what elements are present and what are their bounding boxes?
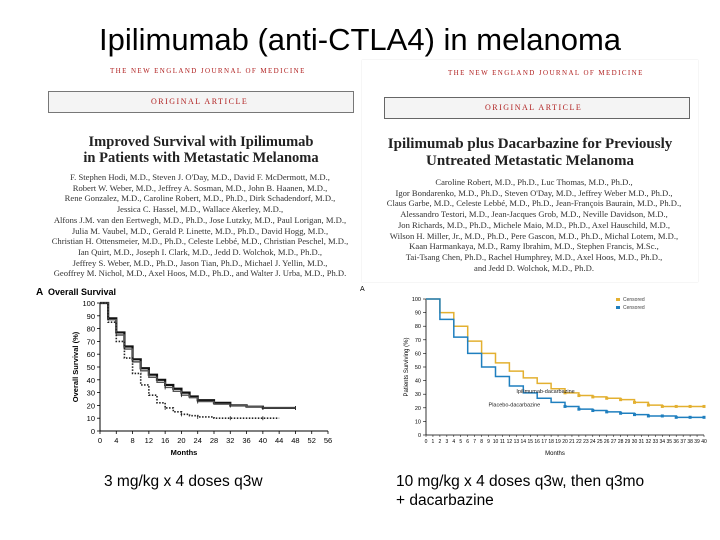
right-y-tick-label: 20	[414, 405, 421, 412]
left-x-tick-label: 32	[226, 436, 235, 445]
author-line: Rene Gonzalez, M.D., Caroline Robert, M.D., Ph.D., Dirk Schadendorf, M.D.,	[64, 193, 336, 204]
author-line: Christian H. Ottensmeier, M.D., Ph.D., Celeste Lebbé, M.D., Christian Peschel, M.D.,	[51, 236, 349, 247]
right-x-tick-label: 26	[603, 439, 610, 445]
left-y-tick-label: 100	[82, 299, 95, 308]
left-x-tick-label: 52	[307, 436, 316, 445]
right-y-tick-label: 30	[414, 392, 421, 399]
right-censor-mark	[633, 401, 636, 404]
right-x-tick-label: 20	[562, 439, 568, 445]
right-x-tick-label: 10	[492, 439, 499, 445]
author-line: Igor Bondarenko, M.D., Ph.D., Steven O'Day, M.D., Jeffrey Weber M.D., Ph.D.,	[395, 187, 673, 198]
right-x-tick-label: 28	[617, 439, 624, 445]
right-x-tick-label: 36	[673, 439, 679, 445]
left-y-tick-label: 60	[86, 350, 95, 360]
right-x-tick-label: 8	[480, 439, 483, 445]
right-censor-mark	[605, 410, 608, 413]
left-x-tick-label: 28	[209, 436, 219, 445]
author-line: and Jedd D. Wolchok, M.D., Ph.D.	[474, 262, 594, 273]
right-y-tick-label: 40	[414, 378, 421, 385]
right-x-tick-label: 32	[645, 439, 652, 445]
right-x-tick-label: 40	[701, 439, 707, 445]
left-y-tick-label: 0	[90, 427, 95, 436]
right-x-tick-label: 11	[499, 439, 506, 445]
slide-title: Ipilimumab (anti-CTLA4) in melanoma	[98, 22, 622, 57]
left-x-tick-label: 48	[291, 436, 300, 445]
right-article-panel	[362, 60, 698, 282]
right-original-article-box	[384, 97, 690, 119]
right-x-tick-label: 39	[694, 439, 700, 445]
right-caption	[396, 472, 644, 510]
left-x-tick-label: 0	[97, 436, 103, 445]
right-x-tick-label: 35	[666, 439, 673, 445]
left-plot-area	[71, 299, 332, 457]
right-x-tick-label: 4	[452, 439, 456, 445]
right-y-axis-label: Patients Surviving (%)	[404, 337, 410, 397]
left-x-tick-label: 8	[130, 436, 135, 445]
left-figure-letter: A	[36, 287, 44, 298]
right-censor-mark	[605, 397, 608, 400]
right-censor-mark	[633, 413, 636, 416]
author-line: Alessandro Testori, M.D., Jean-Jacques Grob, M.D., Neville Davidson, M.D.,	[400, 209, 668, 220]
right-y-tick-label: 0	[417, 433, 421, 439]
right-x-tick-label: 18	[548, 439, 554, 445]
left-author-list	[36, 172, 364, 279]
left-y-tick-label: 90	[86, 311, 95, 321]
author-line: Julia M. Vaubel, M.D., Gerald P. Linette, M.D., Ph.D., David Hogg, M.D.,	[71, 225, 329, 236]
right-censor-mark	[647, 414, 650, 417]
left-x-tick-label: 44	[274, 436, 284, 445]
left-series-line	[100, 303, 279, 418]
right-x-tick-label: 22	[576, 439, 582, 445]
right-caption-line2: + dacarbazine	[396, 492, 494, 509]
left-survival-chart	[30, 283, 366, 465]
left-x-tick-label: 36	[242, 436, 251, 445]
right-censor-mark	[647, 404, 650, 407]
right-x-tick-label: 30	[631, 439, 638, 445]
left-x-tick-label: 56	[323, 436, 333, 445]
right-x-tick-label: 29	[624, 439, 631, 445]
author-line: Alfons J.M. van den Eertwegh, M.D., Ph.D., Jose Lutzky, M.D., Paul Lorigan, M.D.,	[53, 214, 347, 225]
left-y-tick-label: 40	[86, 375, 95, 385]
left-original-article-box	[48, 91, 354, 113]
left-y-tick-label: 70	[86, 337, 95, 347]
left-y-tick-label: 50	[86, 363, 95, 372]
author-line: Robert W. Weber, M.D., Jeffrey A. Sosman, M.D., John B. Haanen, M.D.,	[72, 182, 328, 193]
right-x-tick-label: 33	[652, 439, 659, 445]
right-y-tick-label: 60	[414, 351, 421, 358]
right-censor-mark	[703, 416, 706, 419]
left-y-tick-label: 30	[86, 388, 95, 398]
right-x-tick-label: 16	[534, 439, 540, 445]
right-journal-masthead: THE NEW ENGLAND JOURNAL OF MEDICINE	[448, 69, 644, 77]
right-censor-mark	[577, 394, 580, 397]
author-line: F. Stephen Hodi, M.D., Steven J. O'Day, M.D., David F. McDermott, M.D.,	[70, 172, 330, 182]
left-title-line2: in Patients with Metastatic Melanoma	[83, 150, 319, 166]
right-x-tick-label: 2	[438, 439, 442, 445]
author-line: Jessica C. Hassel, M.D., Wallace Akerley, M.D.,	[116, 204, 284, 215]
right-x-tick-label: 14	[520, 439, 527, 445]
left-y-tick-label: 20	[86, 401, 95, 411]
left-series-line	[100, 303, 295, 408]
right-x-tick-label: 34	[659, 439, 666, 445]
right-title-line1: Ipilimumab plus Dacarbazine for Previously	[387, 136, 673, 152]
right-censor-mark	[564, 405, 567, 408]
right-censor-mark	[689, 416, 692, 419]
right-x-tick-label: 0	[424, 439, 428, 445]
right-censor-mark	[619, 398, 622, 401]
right-x-tick-label: 23	[583, 439, 589, 445]
author-line: Ian Quirt, M.D., Joseph I. Clark, M.D., Jedd D. Wolchok, M.D., Ph.D.,	[77, 246, 323, 257]
left-journal-masthead: THE NEW ENGLAND JOURNAL OF MEDICINE	[110, 67, 306, 75]
left-title-line1: Improved Survival with Ipilimumab	[88, 134, 314, 150]
right-y-tick-label: 100	[411, 297, 421, 303]
right-x-tick-label: 3	[445, 439, 449, 445]
right-x-tick-label: 38	[687, 439, 693, 445]
right-x-tick-label: 19	[555, 439, 561, 445]
right-x-tick-label: 5	[459, 439, 463, 445]
right-x-tick-label: 27	[610, 439, 617, 445]
author-line: Claus Garbe, M.D., Celeste Lebbé, M.D., Ph.D., Jean-François Baurain, M.D., Ph.D.,	[386, 198, 682, 209]
left-y-tick-label: 80	[86, 324, 95, 334]
left-x-tick-label: 16	[160, 436, 170, 445]
author-line: Jeffrey S. Weber, M.D., Ph.D., Jason Tian, Ph.D., Michael J. Yellin, M.D.,	[72, 257, 328, 268]
left-original-article-label: ORIGINAL ARTICLE	[151, 97, 249, 106]
right-y-tick-label: 80	[414, 324, 421, 331]
right-x-tick-label: 1	[431, 439, 435, 445]
author-line: Wilson H. Miller, Jr., M.D., Ph.D., Pere Gascon, M.D., Ph.D., Michal Lotem, M.D.,	[389, 230, 679, 241]
right-censor-mark	[661, 405, 664, 408]
right-x-tick-label: 25	[596, 439, 603, 445]
right-survival-chart	[360, 285, 710, 460]
right-x-tick-label: 17	[541, 439, 547, 445]
right-y-tick-label: 90	[414, 310, 421, 317]
author-line: Caroline Robert, M.D., Ph.D., Luc Thomas, M.D., Ph.D.,	[435, 177, 633, 187]
author-line: Kaan Harmankaya, M.D., Ramy Ibrahim, M.D., Stephen Francis, M.Sc.,	[409, 241, 659, 252]
left-series-line	[100, 303, 295, 408]
author-line: Jon Richards, M.D., Ph.D., Michele Maio, M.D., Ph.D., Axel Hauschild, M.D.,	[397, 219, 671, 230]
right-x-tick-label: 7	[473, 439, 477, 445]
right-series-line	[426, 299, 704, 417]
right-x-tick-label: 13	[513, 439, 520, 445]
right-censor-mark	[675, 405, 678, 408]
right-x-tick-label: 15	[527, 439, 534, 445]
left-x-tick-label: 4	[114, 436, 119, 445]
right-censor-mark	[619, 412, 622, 415]
left-article-panel	[36, 58, 364, 288]
right-title-line2: Untreated Metastatic Melanoma	[426, 153, 634, 169]
right-y-tick-label: 10	[414, 419, 421, 426]
left-article-title	[48, 134, 354, 166]
right-censor-mark	[591, 395, 594, 398]
right-x-tick-label: 9	[487, 439, 490, 445]
left-y-tick-label: 10	[86, 414, 95, 424]
right-x-tick-label: 21	[569, 439, 575, 445]
right-x-tick-label: 12	[506, 439, 513, 445]
left-x-tick-label: 40	[258, 436, 268, 445]
left-figure-title: Overall Survival	[48, 287, 117, 297]
right-x-tick-label: 31	[638, 439, 645, 445]
right-article-title	[362, 136, 698, 170]
right-figure-letter: A	[360, 286, 365, 293]
right-author-list	[366, 177, 702, 273]
left-x-axis-label: Months	[170, 448, 198, 457]
right-legend-swatch	[616, 298, 620, 301]
author-line: Geoffrey M. Nichol, M.D., Axel Hoos, M.D., Ph.D., and Walter J. Urba, M.D., Ph.D.	[53, 268, 347, 279]
right-y-tick-label: 70	[414, 337, 421, 344]
right-censor-mark	[689, 405, 692, 408]
right-annotation-placebo: Placebo-dacarbazine	[488, 402, 541, 409]
right-caption-line1: 10 mg/kg x 4 doses q3w, then q3mo	[396, 473, 645, 490]
right-original-article-label: ORIGINAL ARTICLE	[485, 103, 583, 112]
right-legend-swatch	[616, 306, 620, 309]
right-x-tick-label: 37	[680, 439, 686, 445]
left-caption: 3 mg/kg x 4 doses q3w	[104, 473, 263, 490]
right-censor-mark	[675, 416, 678, 419]
right-censor-mark	[577, 408, 580, 411]
right-x-tick-label: 6	[466, 439, 470, 445]
left-x-tick-label: 20	[177, 436, 186, 445]
author-line: Tai-Tsang Chen, Ph.D., Rachel Humphrey, M.D., Axel Hoos, M.D., Ph.D.,	[405, 251, 663, 262]
right-censor-mark	[703, 405, 706, 408]
right-legend-label: Censored	[623, 297, 645, 303]
right-y-tick-label: 50	[414, 365, 421, 371]
left-y-axis-label: Overall Survival (%)	[71, 331, 80, 403]
right-plot-area	[404, 297, 707, 457]
right-x-tick-label: 24	[590, 439, 596, 445]
left-x-tick-label: 24	[193, 436, 202, 445]
left-x-tick-label: 12	[144, 436, 154, 445]
right-censor-mark	[661, 414, 664, 417]
right-legend-label: Censored	[623, 305, 645, 311]
right-x-axis-label: Months	[545, 451, 565, 457]
right-censor-mark	[591, 409, 594, 412]
right-annotation-ipi: Ipilimumab-dacarbazine	[516, 388, 575, 395]
